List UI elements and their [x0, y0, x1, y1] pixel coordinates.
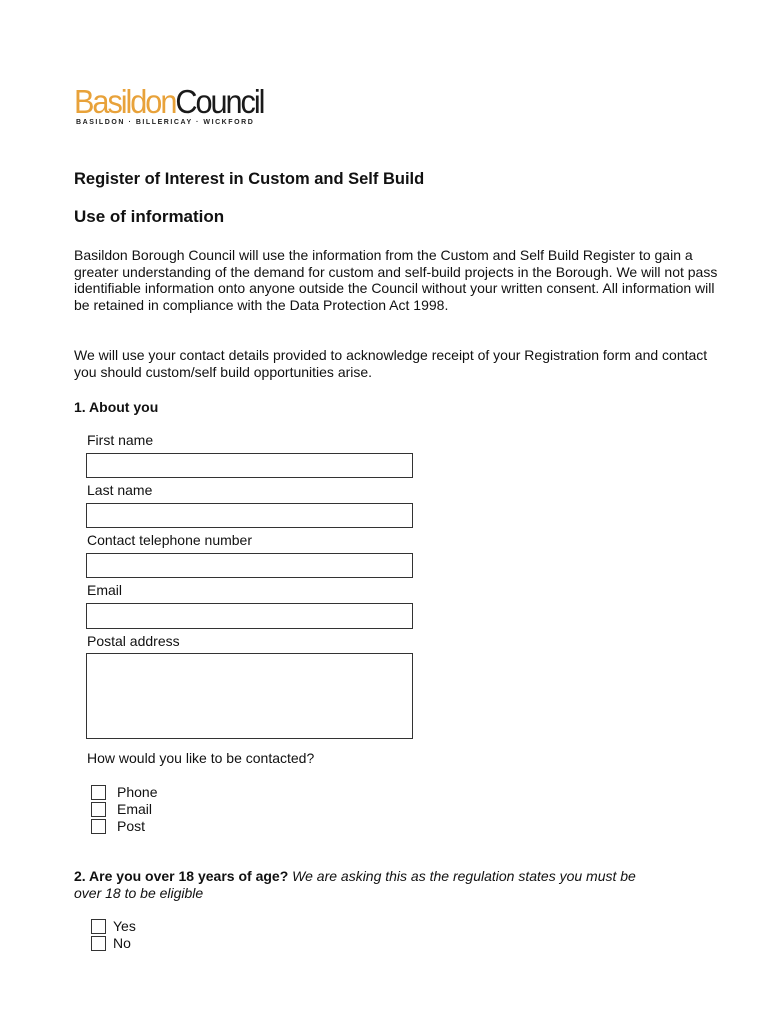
section-about-you-heading: 1. About you	[74, 399, 159, 415]
contact-method-question: How would you like to be contacted?	[87, 750, 315, 766]
age-note-continued: over 18 to be eligible	[74, 885, 204, 901]
postal-address-label: Postal address	[87, 633, 180, 649]
email-option-label: Email	[117, 801, 153, 817]
email-field[interactable]	[86, 603, 413, 629]
last-name-field[interactable]	[86, 503, 413, 528]
age-note: We are asking this as the regulation states you must be	[292, 868, 636, 884]
yes-checkbox[interactable]	[91, 919, 106, 934]
age-question: 2. Are you over 18 years of age?	[74, 868, 289, 884]
use-of-information-paragraph: Basildon Borough Council will use the information from the Custom and Self Build Register to gain a greater understanding of the demand for custom and self-build projects in the Borough. We will not pass identifiable information onto anyone outside the Council without your written consent. All information will be retained in compliance with the Data Protection Act 1998.	[74, 247, 718, 313]
no-checkbox[interactable]	[91, 936, 106, 951]
first-name-field[interactable]	[86, 453, 413, 478]
email-checkbox[interactable]	[91, 802, 106, 817]
email-label: Email	[87, 582, 123, 598]
section-age-heading	[74, 868, 636, 884]
phone-checkbox[interactable]	[91, 785, 106, 800]
logo-tagline: BASILDON · BILLERICAY · WICKFORD	[76, 119, 255, 126]
last-name-label: Last name	[87, 482, 153, 498]
post-option-label: Post	[117, 818, 146, 834]
contact-details-paragraph: We will use your contact details provided to acknowledge receipt of your Registration form and contact you should custom/self build opportunities arise.	[74, 347, 708, 380]
first-name-label: First name	[87, 432, 154, 448]
basildon-council-logo: BasildonCouncil	[74, 83, 264, 120]
yes-option-label: Yes	[113, 918, 136, 934]
post-checkbox[interactable]	[91, 819, 106, 834]
phone-label: Contact telephone number	[87, 532, 252, 548]
no-option-label: No	[113, 935, 131, 951]
use-of-information-heading: Use of information	[74, 207, 225, 226]
postal-address-field[interactable]	[86, 653, 413, 739]
phone-field[interactable]	[86, 553, 413, 578]
page-title: Register of Interest in Custom and Self Build	[74, 170, 425, 188]
phone-option-label: Phone	[117, 784, 158, 800]
